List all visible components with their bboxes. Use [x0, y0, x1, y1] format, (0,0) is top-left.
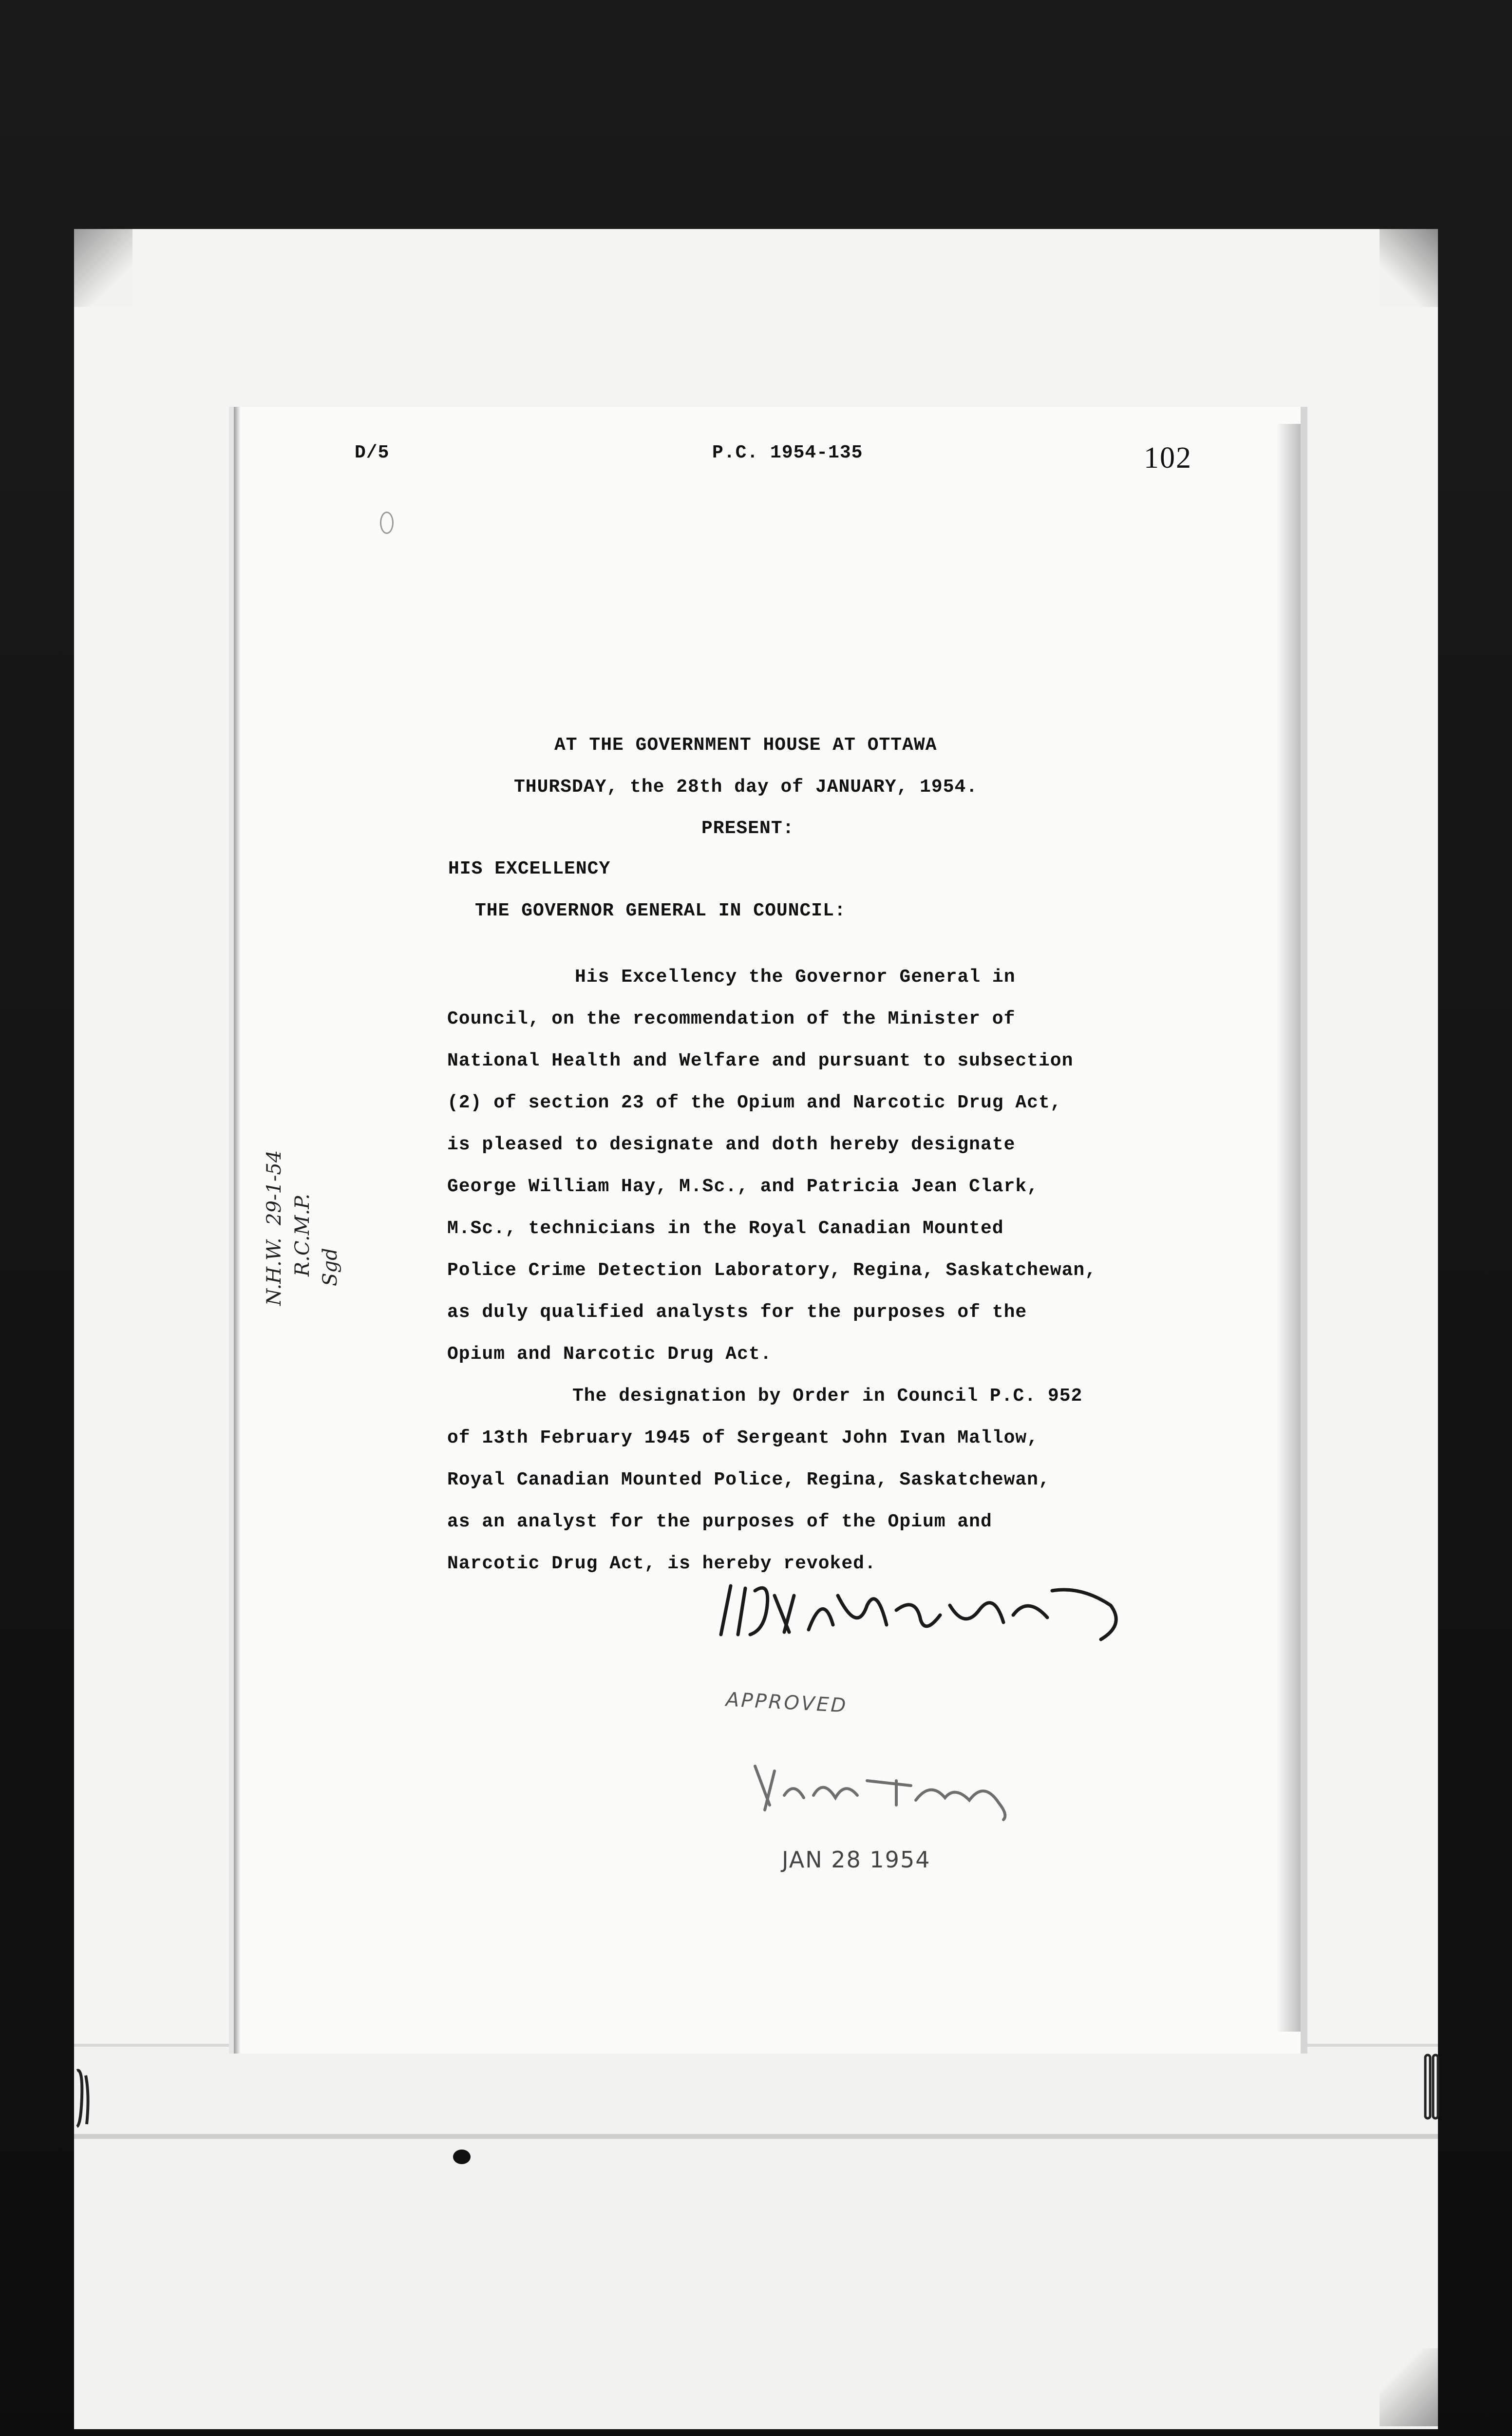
photo-corner-top-right: [1380, 229, 1438, 307]
margin-note-line: Sgd: [319, 1248, 341, 1286]
body-line: Opium and Narcotic Drug Act.: [447, 1344, 772, 1365]
body-line: The designation by Order in Council P.C. 952: [572, 1386, 1083, 1407]
heading-his-excellency: HIS EXCELLENCY: [448, 858, 611, 879]
handwritten-signature-icon: [750, 1751, 1023, 1825]
body-line: of 13th February 1945 of Sergeant John Ivan Mallow,: [447, 1427, 1039, 1448]
body-line: National Health and Welfare and pursuant to subsection: [447, 1050, 1074, 1071]
approved-label: APPROVED: [725, 1688, 849, 1717]
mounting-board-lower: [74, 2044, 1438, 2429]
body-line: is pleased to designate and doth hereby designate: [447, 1134, 1016, 1155]
heading-governor-general: THE GOVERNOR GENERAL IN COUNCIL:: [475, 900, 846, 921]
sheet-edge-shadow: [234, 407, 241, 2054]
body-line: Narcotic Drug Act, is hereby revoked.: [447, 1553, 876, 1574]
mounting-board-seam: [74, 2134, 1438, 2139]
body-line: as duly qualified analysts for the purposes of the: [447, 1302, 1027, 1323]
margin-note-line: N.H.W. 29-1-54: [263, 1150, 285, 1306]
margin-note-line: R.C.M.P.: [291, 1194, 314, 1276]
page-number: 102: [1144, 441, 1192, 475]
binding-clip-icon: [73, 2066, 93, 2129]
body-line: Police Crime Detection Laboratory, Regina, Saskatchewan,: [447, 1260, 1097, 1281]
sheet-edge-shadow: [1276, 424, 1301, 2032]
heading-location: AT THE GOVERNMENT HOUSE AT OTTAWA: [554, 735, 937, 756]
binding-clip-icon: [1422, 2051, 1442, 2124]
body-line: George William Hay, M.Sc., and Patricia Jean Clark,: [447, 1176, 1039, 1197]
body-line: Royal Canadian Mounted Police, Regina, Saskatchewan,: [447, 1469, 1050, 1490]
order-number: P.C. 1954-135: [712, 442, 863, 463]
body-line: M.Sc., technicians in the Royal Canadian Mounted: [447, 1218, 1004, 1239]
heading-date: THURSDAY, the 28th day of JANUARY, 1954.: [514, 777, 978, 798]
photo-corner-top-left: [74, 229, 132, 307]
body-line: as an analyst for the purposes of the Opium and: [447, 1511, 992, 1532]
date-stamp: JAN 28 1954: [782, 1846, 931, 1873]
ink-blot: [453, 2150, 471, 2164]
heading-present: PRESENT:: [701, 818, 794, 839]
file-reference: D/5: [355, 442, 390, 463]
handwritten-signature-icon: [711, 1576, 1130, 1649]
pencil-mark: [380, 512, 394, 534]
photo-corner-bottom-right: [1380, 2348, 1438, 2426]
body-line: Council, on the recommendation of the Minister of: [447, 1009, 1016, 1029]
body-line: His Excellency the Governor General in: [575, 967, 1016, 988]
body-line: (2) of section 23 of the Opium and Narcotic Drug Act,: [447, 1092, 1062, 1113]
